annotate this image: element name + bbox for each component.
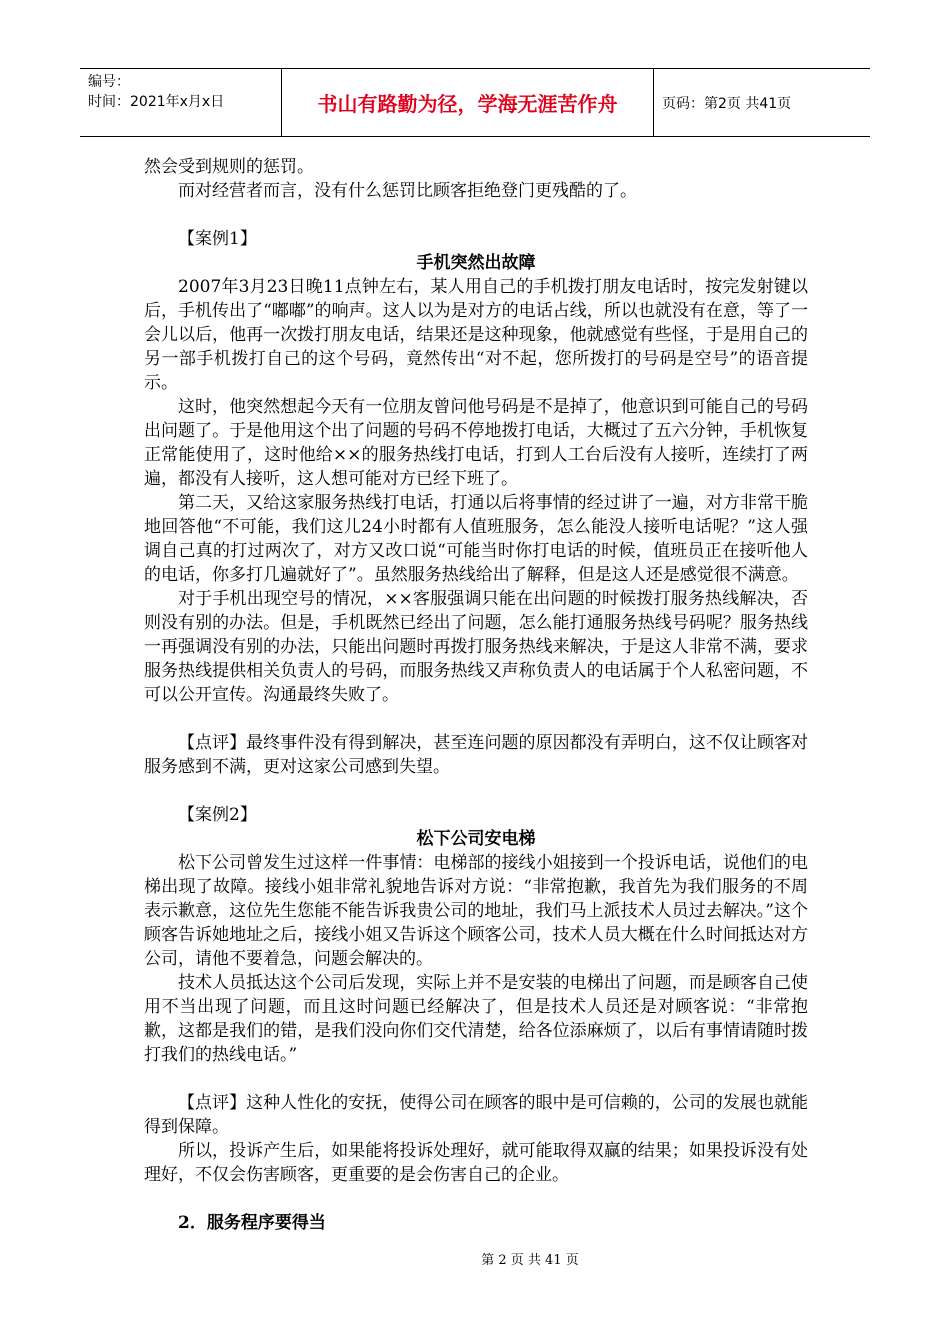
code-label: 编号： bbox=[88, 74, 130, 90]
review-paragraph: 【点评】最终事件没有得到解决，甚至连问题的原因都没有弄明白，这不仅让顾客对服务感到不满，更对这家公司感到失望。 bbox=[144, 733, 808, 777]
paragraph: 所以，投诉产生后，如果能将投诉处理好，就可能取得双赢的结果；如果投诉没有处理好，不仅会伤害顾客，更重要的是会伤害自己的企业。 bbox=[144, 1141, 808, 1185]
document-body bbox=[144, 155, 808, 1235]
case-title: 手机突然出故障 bbox=[416, 253, 536, 273]
review-paragraph: 【点评】这种人性化的安抚，使得公司在顾客的眼中是可信赖的，公司的发展也就能得到保障。 bbox=[144, 1093, 808, 1137]
paragraph: 然会受到规则的惩罚。 bbox=[144, 157, 314, 177]
case-label: 【案例1】 bbox=[178, 229, 257, 249]
section-heading: 2．服务程序要得当 bbox=[178, 1213, 326, 1233]
paragraph: 而对经营者而言，没有什么惩罚比顾客拒绝登门更残酷的了。 bbox=[178, 181, 637, 201]
header-meta bbox=[80, 69, 282, 136]
page-footer bbox=[0, 1249, 950, 1268]
paragraph: 松下公司曾发生过这样一件事情：电梯部的接线小姐接到一个投诉电话，说他们的电梯出现了故障。接线小姐非常礼貌地告诉对方说：“非常抱歉，我首先为我们服务的不周表示歉意，这位先生您能不能告诉我贵公司的地址，我们马上派技术人员过去解决。”这个顾客告诉她地址之后，接线小姐又告诉这个顾客公司，技术人员大概在什么时间抵达对方公司，请他不要着急，问题会解决的。 bbox=[144, 853, 808, 969]
paragraph: 对于手机出现空号的情况，××客服强调只能在出问题的时候拨打服务热线解决，否则没有别的办法。但是，手机既然已经出了问题，怎么能打通服务热线号码呢？服务热线一再强调没有别的办法，只能出问题时再拨打服务热线来解决，于是这人非常不满，要求服务热线提供相关负责人的号码，而服务热线又声称负责人的电话属于个人私密问题，不可以公开宣传。沟通最终失败了。 bbox=[144, 589, 808, 705]
footer-page-number: 第 2 页 共 41 页 bbox=[481, 1253, 579, 1268]
case-label: 【案例2】 bbox=[178, 805, 257, 825]
case-title: 松下公司安电梯 bbox=[416, 829, 536, 849]
header-motto: 书山有路勤为径，学海无涯苦作舟 bbox=[282, 69, 654, 136]
paragraph: 第二天，又给这家服务热线打电话，打通以后将事情的经过讲了一遍，对方非常干脆地回答他“不可能，我们这儿24小时都有人值班服务，怎么能没人接听电话呢？”这人强调自己真的打过两次了，对方又改口说“可能当时你打电话的时候，值班员正在接听他人的电话，你多打几遍就好了”。虽然服务热线给出了解释，但是这人还是感觉很不满意。 bbox=[144, 493, 808, 585]
paragraph: 技术人员抵达这个公司后发现，实际上并不是安装的电梯出了问题，而是顾客自己使用不当出现了问题，而且这时问题已经解决了，但是技术人员还是对顾客说：“非常抱歉，这都是我们的错，是我们没向你们交代清楚，给各位添麻烦了，以后有事情请随时拨打我们的热线电话。” bbox=[144, 973, 808, 1065]
document-header bbox=[80, 68, 870, 137]
paragraph: 2007年3月23日晚11点钟左右，某人用自己的手机拨打朋友电话时，按完发射键以后，手机传出了“嘟嘟”的响声。这人以为是对方的电话占线，所以也就没有在意，等了一会儿以后，他再一次拨打朋友电话，结果还是这种现象，他就感觉有些怪，于是用自己的另一部手机拨打自己的这个号码，竟然传出“对不起，您所拨打的号码是空号”的语音提示。 bbox=[144, 277, 808, 393]
header-page-info: 页码：第2页 共41页 bbox=[662, 95, 792, 112]
time-label: 时间：2021年x月x日 bbox=[88, 94, 225, 110]
paragraph: 这时，他突然想起今天有一位朋友曾问他号码是不是掉了，他意识到可能自己的号码出问题了。于是他用这个出了问题的号码不停地拨打电话，大概过了五六分钟，手机恢复正常能使用了，这时他给××的服务热线打电话，打到人工台后没有人接听，连续打了两遍，都没有人接听，这人想可能对方已经下班了。 bbox=[144, 397, 808, 489]
